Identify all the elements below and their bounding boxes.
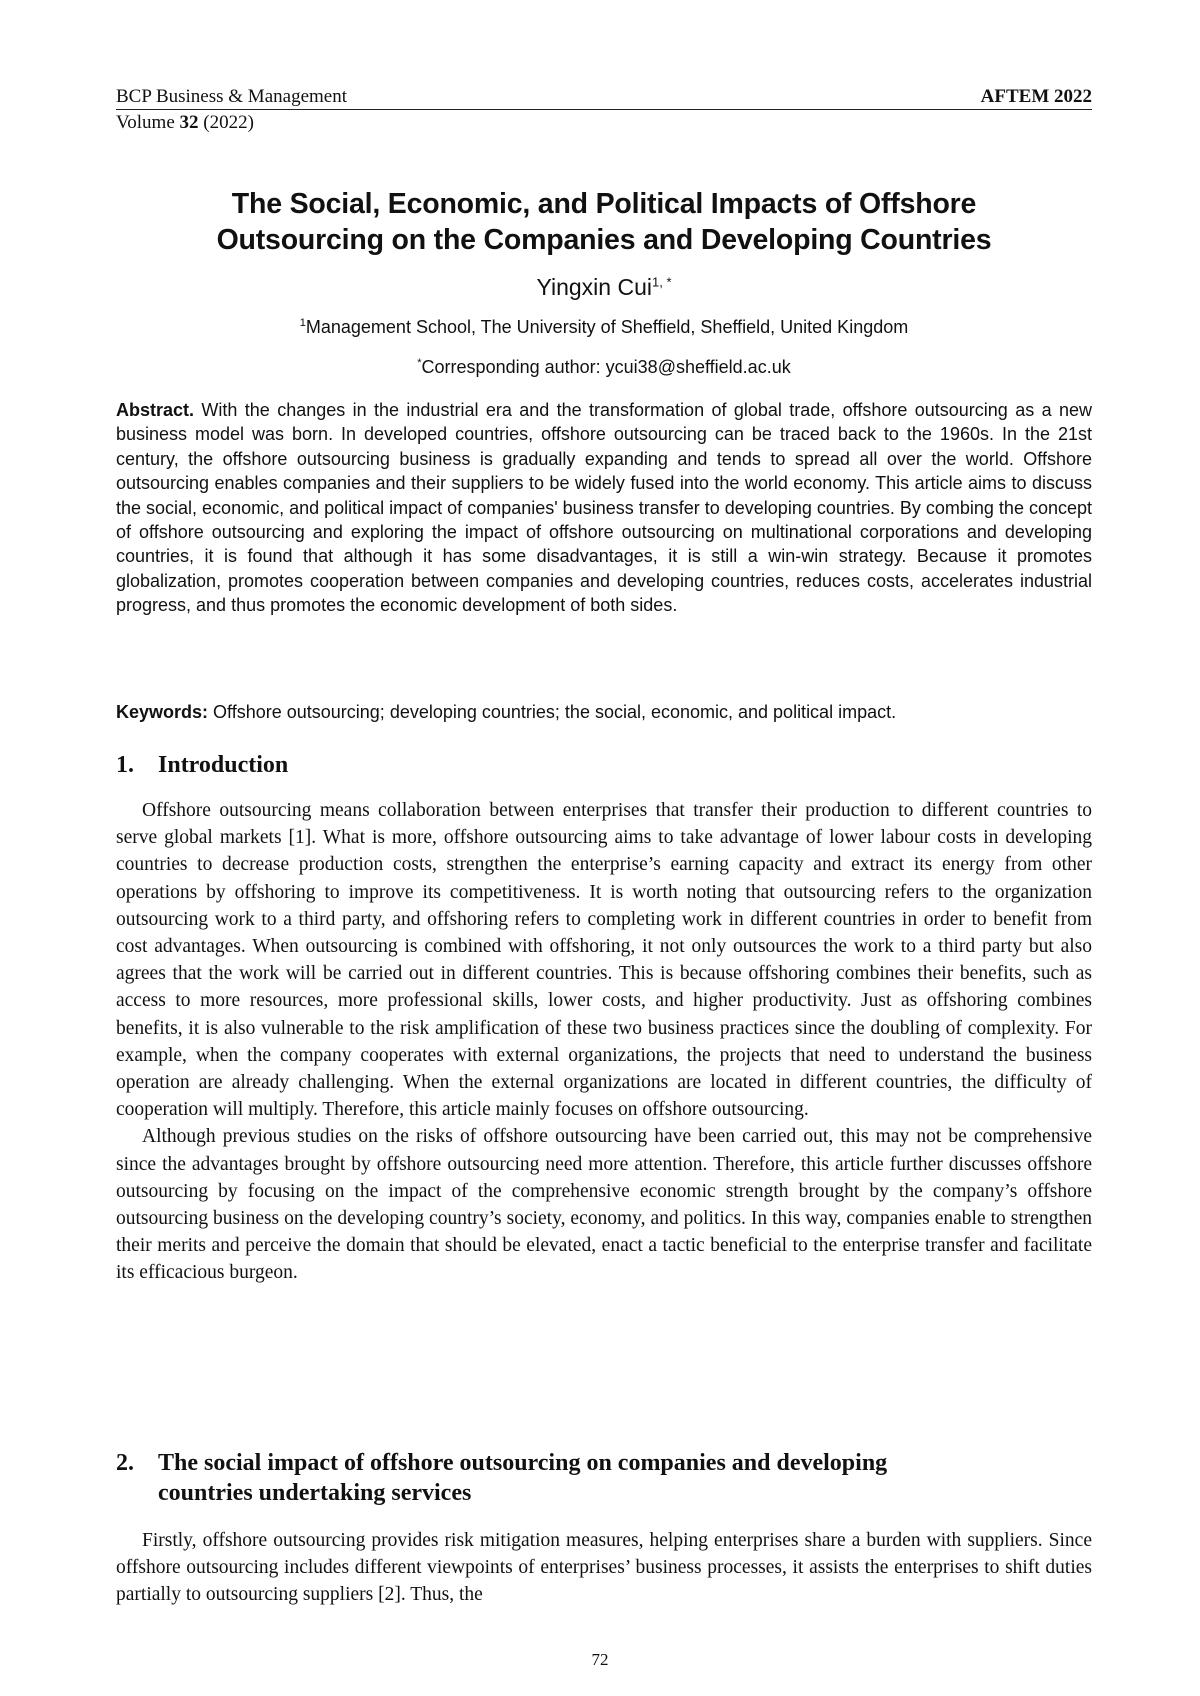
keywords-label: Keywords: — [116, 702, 209, 722]
abstract-label: Abstract. — [116, 400, 195, 420]
author-superscript: 1, * — [651, 274, 672, 290]
paper-title — [116, 186, 1092, 258]
author-line — [116, 272, 1092, 302]
affiliation-superscript: 1 — [299, 317, 306, 329]
corresponding-superscript: * — [417, 357, 422, 369]
paragraph: Although previous studies on the risks of offshore outsourcing have been carried out, this may not be comprehensive since the advantages brought by offshore outsourcing need more attention. Therefore, this article further discusses offshore outsourcing by focusing on the impact of the comprehensive economic strength brought by the company’s offshore outsourcing business on the developing country’s society, economy, and politics. In this way, companies enable to strengthen their merits and perceive the domain that should be elevated, enact a tactic beneficial to the enterprise transfer and facilitate its efficacious burgeon. — [116, 1126, 1092, 1284]
header-rule-row — [116, 86, 1092, 110]
section-heading-1 — [116, 750, 1092, 780]
section-heading-2 — [116, 1448, 1092, 1508]
page-number: 72 — [591, 1650, 609, 1669]
abstract-text: With the changes in the industrial era and the transformation of global trade, offshore outsourcing as a new business model was born. In developed countries, offshore outsourcing can be traced back to the 1960s. In the 21st century, the offshore outsourcing business is gradually expanding and tends to spread all over the world. Offshore outsourcing enables companies and their suppliers to be widely fused into the world economy. This article aims to discuss the social, economic, and political impact of companies' business transfer to developing countries. By combing the concept of offshore outsourcing and exploring the impact of offshore outsourcing on multinational corporations and developing countries, it is found that although it has some disadvantages, it is still a win-win strategy. Because it promotes globalization, promotes cooperation between companies and developing countries, reduces costs, accelerates industrial progress, and thus promotes the economic development of both sides. — [116, 400, 1092, 616]
section-number: 1. — [116, 752, 134, 778]
section-title: Introduction — [158, 752, 289, 778]
journal-name: BCP Business & Management — [116, 86, 347, 107]
paragraph: Firstly, offshore outsourcing provides risk mitigation measures, helping enterprises share a burden with suppliers. Since offshore outsourcing includes different viewpoints of enterprises’ business processes, it assists the enterprises to shift duties partially to outsourcing suppliers [2]. Thus, the — [116, 1530, 1092, 1606]
section-title — [158, 1448, 887, 1508]
affiliation — [116, 315, 1092, 339]
title-line-1: The Social, Economic, and Political Impacts of Offshore — [231, 188, 977, 220]
section-1-body — [116, 797, 1092, 1287]
section-number: 2. — [116, 1450, 134, 1476]
volume-year: (2022) — [203, 112, 254, 133]
volume-number: 32 — [179, 112, 199, 133]
volume-label: Volume — [116, 112, 175, 133]
conference-name: AFTEM 2022 — [980, 86, 1092, 107]
author-name: Yingxin Cui — [536, 274, 652, 300]
section-title-line-2: countries undertaking services — [158, 1480, 472, 1506]
abstract — [116, 398, 1092, 618]
affiliation-text: Management School, The University of Sheffield, Sheffield, United Kingdom — [305, 317, 909, 337]
corresponding-author — [116, 355, 1092, 379]
keywords — [116, 700, 1092, 724]
keywords-text: Offshore outsourcing; developing countries; the social, economic, and political impact. — [213, 702, 897, 722]
title-line-2: Outsourcing on the Companies and Developing Countries — [216, 224, 992, 256]
paragraph: Offshore outsourcing means collaboration between enterprises that transfer their production to different countries to serve global markets [1]. What is more, offshore outsourcing aims to take advantage of lower labour costs in developing countries to decrease production costs, strengthen the enterprise’s earning capacity and extract its energy from other operations by offshoring to improve its competitiveness. It is worth noting that outsourcing refers to the organization outsourcing work to a third party, and offshoring refers to completing work in different countries in order to benefit from cost advantages. When outsourcing is combined with offshoring, it not only outsources the work to a third party but also agrees that the work will be carried out in different countries. This is because offshoring combines their benefits, such as access to more resources, more professional skills, lower costs, and higher productivity. Just as offshoring combines benefits, it is also vulnerable to the risk amplification of these two business practices since the doubling of complexity. For example, when the company cooperates with external organizations, the projects that need to understand the business operation are already challenging. When the external organizations are located in different countries, the difficulty of cooperation will multiply. Therefore, this article mainly focuses on offshore outsourcing. — [116, 800, 1092, 1121]
corresponding-text: Corresponding author: ycui38@sheffield.ac.uk — [421, 357, 791, 377]
volume-line — [116, 111, 1092, 135]
section-title-line-1: The social impact of offshore outsourcing on companies and developing — [158, 1450, 888, 1476]
running-header — [116, 86, 1092, 135]
section-2-body — [116, 1527, 1092, 1609]
